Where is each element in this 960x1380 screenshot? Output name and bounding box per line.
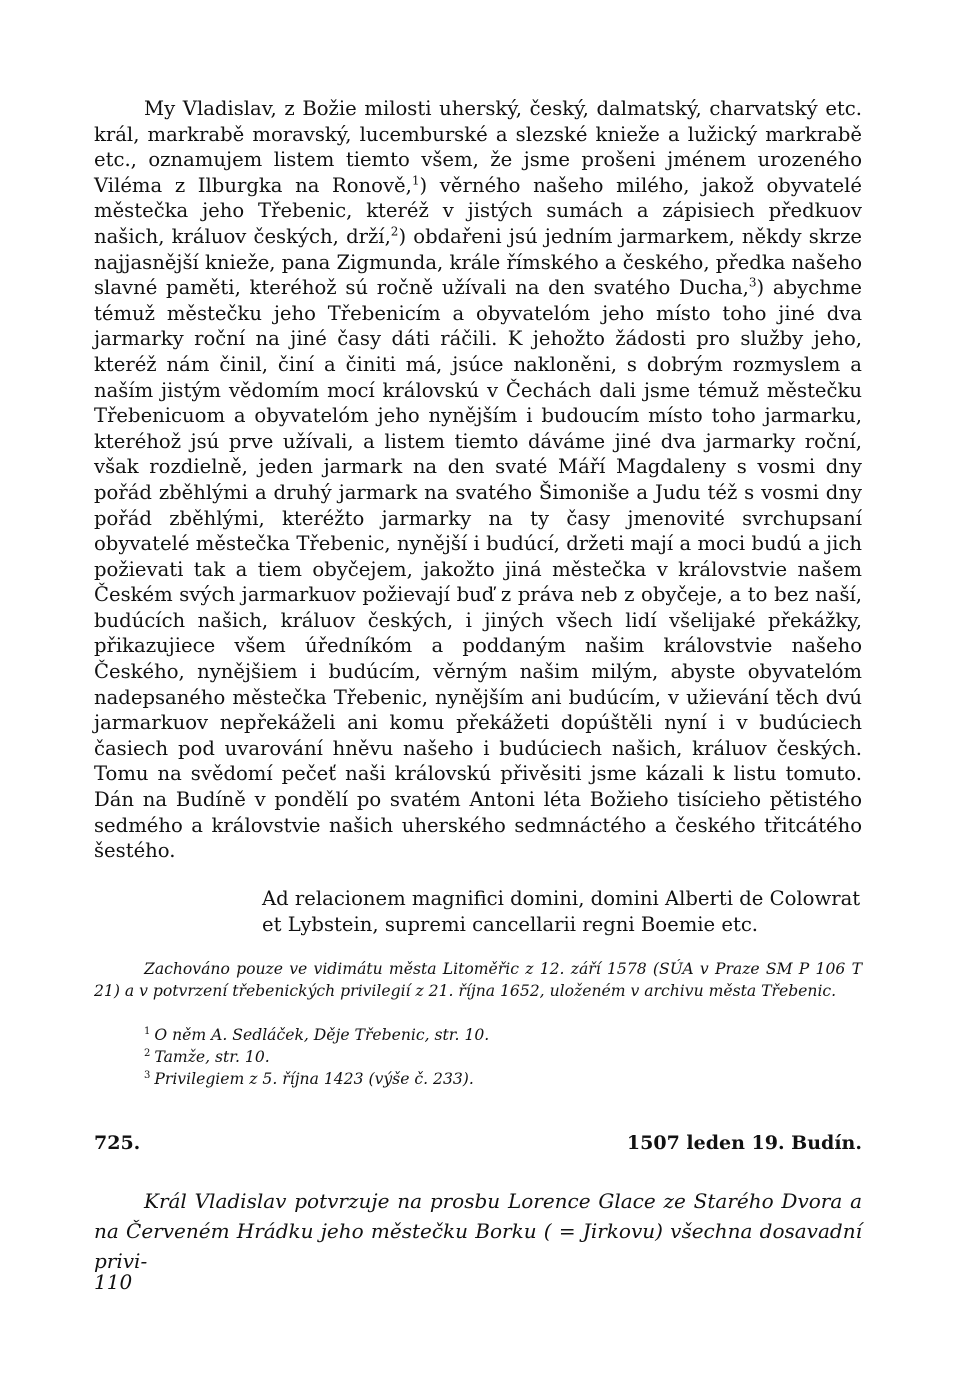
- footnote-text: O něm A. Sedláček, Děje Třebenic, str. 10.: [154, 1026, 490, 1044]
- footnote-text: Tamže, str. 10.: [154, 1048, 270, 1066]
- source-note: Zachováno pouze ve vidimátu města Litoměřic z 12. září 1578 (SÚA v Praze SM P 106 T 21) a v potvrzení třebenických privilegií z 21. října 1652, uloženém v archivu města Třebenic.: [94, 960, 862, 1000]
- page-number: 110: [94, 1270, 133, 1294]
- footnote-2: [144, 1046, 270, 1068]
- document-regest: Král Vladislav potvrzuje na prosbu Lorence Glace ze Starého Dvora a na Červeném Hrádku jeho městečku Borku ( = Jirkovu) všechna dosavadní privi-: [94, 1189, 862, 1273]
- charter-text-part-1: My Vladislav, z Božie milosti uherský, český, dalmatský, charvatský etc. král, markrabě moravský, lucemburské a slezské knieže a lužický markrabě etc., oznamujem listem tiemto všem, že jsme prošeni jménem urozeného Viléma z Ilburgka na Ronově,: [94, 97, 862, 197]
- footnote-3: [144, 1068, 474, 1090]
- footnote-1: [144, 1024, 489, 1046]
- footnote-ref-1: 1: [411, 173, 420, 188]
- footnote-number: 2: [144, 1047, 151, 1059]
- footnote-number: 1: [144, 1025, 151, 1037]
- relatio-note: Ad relacionem magnifici domini, domini Alberti de Colowrat et Lybstein, supremi cancellarii regni Boemie etc.: [262, 887, 861, 936]
- document-number: 725.: [94, 1132, 141, 1154]
- charter-text-part-2: ) věrného našeho milého, jakož obyvatelé městečka jeho Třebenic, kteréž v jistých sumách a zápisiech předkuov našich, králuov českých, drží,: [94, 173, 862, 248]
- footnote-ref-2: 2: [390, 224, 399, 239]
- charter-text: [94, 96, 862, 864]
- charter-text-part-4: ) abychme témuž městečku jeho Třebenicím a obyvatelóm jeho místo toho jiné dva jarmarky roční na jiné časy dáti ráčili. K jehožto žádosti pro služby jeho, kteréž nám činil, činí a činiti má, jsúce nakloněni, s dobrým rozmyslem a naším jistým vědomím mocí královskú v Čechách dali jsme témuž městečku Třebenicuom a obyvatelóm jeho nynějším i budoucím místo toho jarmarku, kteréhož jsú prve užívali, a listem tiemto dáváme jiné dva jarmarky roční, však rozdielně, jeden jarmark na den svaté Máří Magdaleny s vosmi dny pořád zběhlými a druhý jarmark na svatého Šimoniše a Judu též s vosmi dny pořád zběhlými, kteréžto jarmarky na ty časy jmenovité svrchupsaní obyvatelé městečka Třebenic, nynější i budúcí, držeti mají a moci budú a jich požievati tak a tiem obyčejem, jakožto jiná městečka v královstvie našem Českém svých jarmarkuov požievají buď z práva neb z obyčeje, a to bez naší, budúcích našich, králuov českých, i jiných všech lidí všelijaké překážky, přikazujiece všem úředníkóm a poddaným našim královstvie našeho Českého, nynějšiem i budúcím, věrným našim milým, abyste obyvatelóm nadepsaného městečka Třebenic, nynějším ani budúcím, v užievání těch dvú jarmarkuov nepřekáželi ani komu překážeti dopúštěli nyní i v budúciech časiech pod uvarování hněvu našeho i budúciech našich, králuov českých. Tomu na svědomí pečeť naši královskú přivěsiti jsme kázali k listu tomuto. Dán na Budíně v pondělí po svatém Antoni léta Božieho tisícieho pětistého sedmého a královstvie našich uherského sedmnáctého a českého třitcátého šestého.: [94, 276, 862, 863]
- footnote-number: 3: [144, 1069, 151, 1081]
- footnote-ref-3: 3: [748, 275, 757, 290]
- document-date-place: 1507 leden 19. Budín.: [626, 1132, 862, 1154]
- charter-text-part-3: ) obdařeni jsú jedním jarmarkem, někdy skrze najjasnější knieže, pana Zigmunda, krále římského a českého, předka našeho slavné paměti, kteréhož sú ročně užívali na den svatého Ducha,: [94, 224, 862, 300]
- footnote-text: Privilegiem z 5. října 1423 (výše č. 233).: [154, 1070, 474, 1088]
